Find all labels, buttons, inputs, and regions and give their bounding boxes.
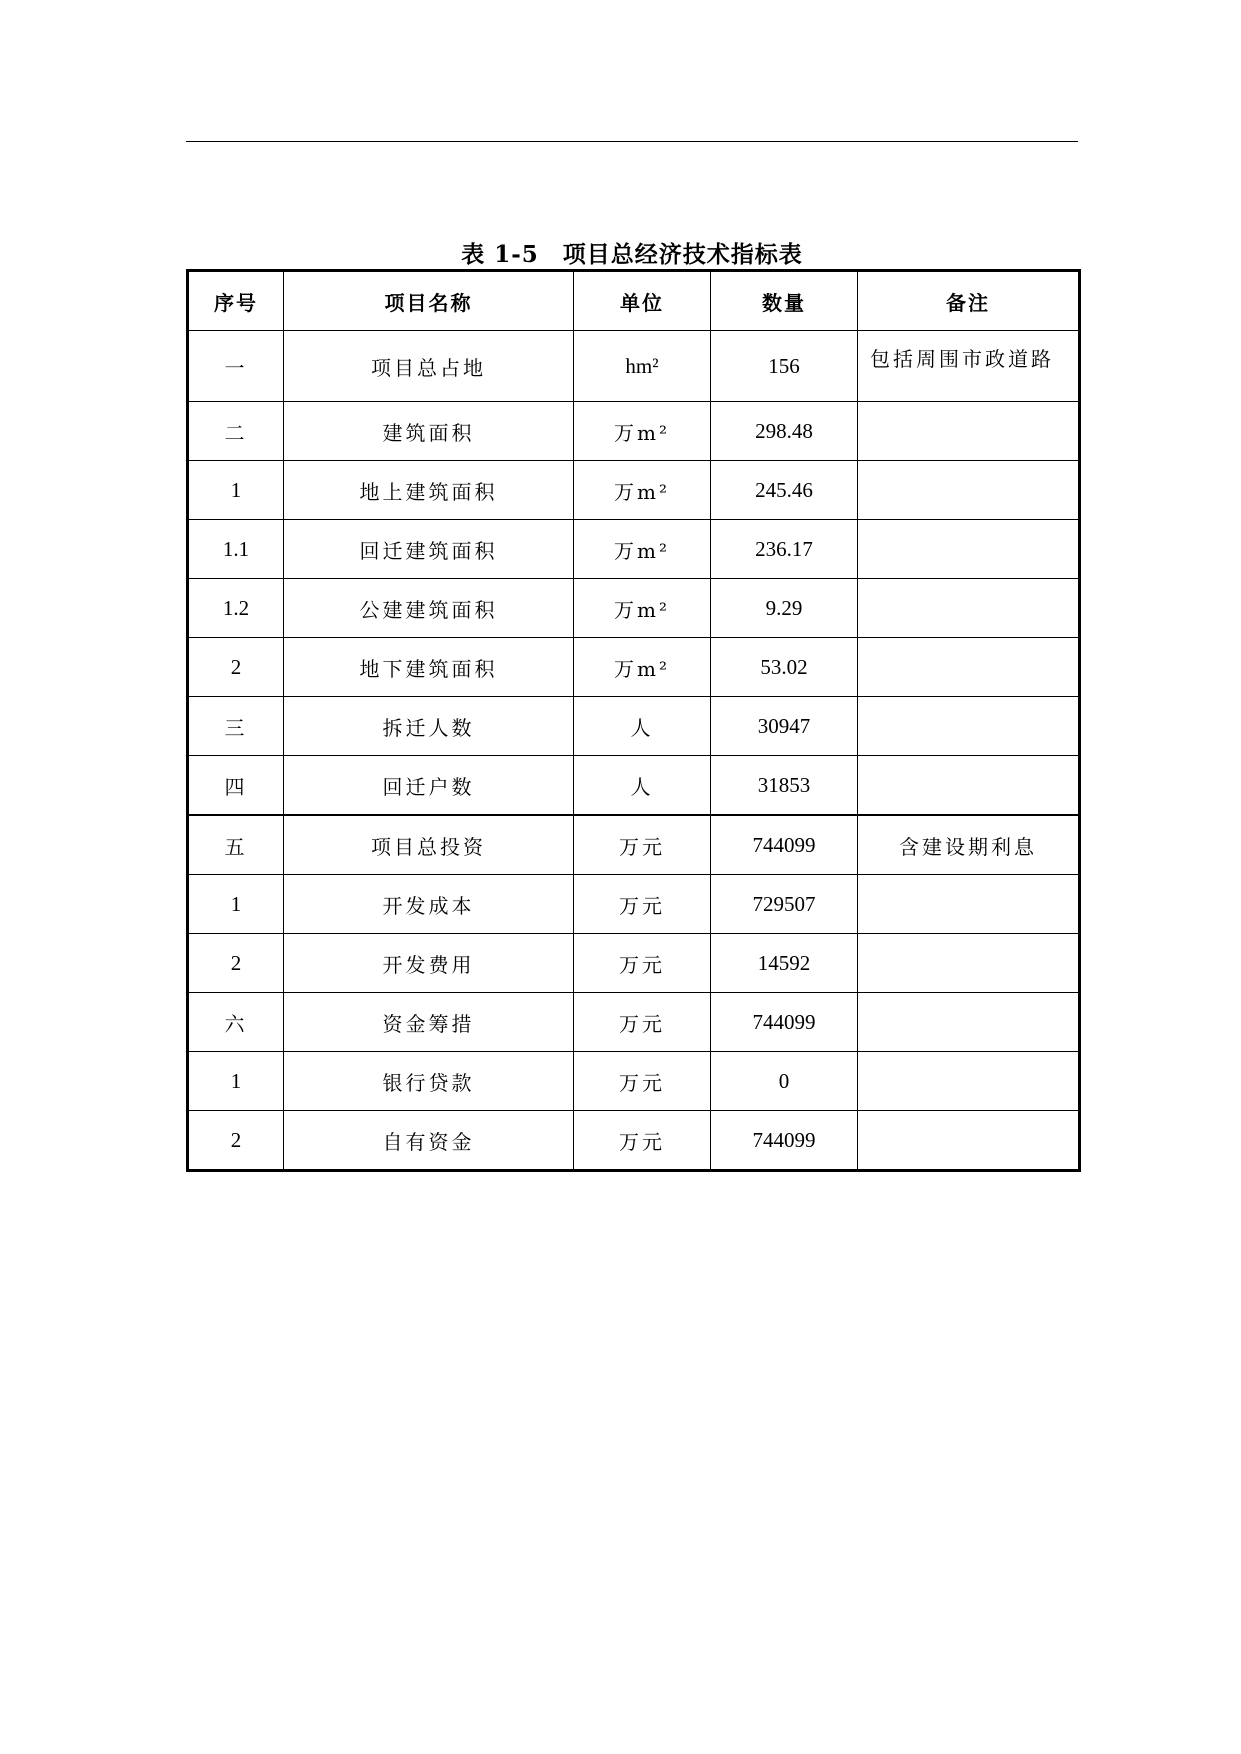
table-row — [188, 934, 1080, 993]
table-row — [188, 697, 1080, 756]
row-seq: 2 — [188, 1111, 284, 1171]
table-row — [188, 402, 1080, 461]
row-item-name: 自有资金 — [284, 1111, 574, 1171]
row-quantity: 0 — [711, 1052, 858, 1111]
row-quantity: 14592 — [711, 934, 858, 993]
row-item-name: 项目总占地 — [284, 331, 574, 402]
row-item-name: 银行贷款 — [284, 1052, 574, 1111]
table-row — [188, 815, 1080, 875]
row-quantity: 245.46 — [711, 461, 858, 520]
table-row — [188, 1052, 1080, 1111]
row-note — [858, 402, 1080, 461]
row-note — [858, 1052, 1080, 1111]
table-row — [188, 993, 1080, 1052]
row-seq: 1 — [188, 461, 284, 520]
row-note — [858, 875, 1080, 934]
row-unit: 人 — [574, 756, 711, 816]
row-item-name: 资金筹措 — [284, 993, 574, 1052]
row-item-name: 开发成本 — [284, 875, 574, 934]
row-note — [858, 756, 1080, 816]
row-seq: 二 — [188, 402, 284, 461]
row-quantity: 156 — [711, 331, 858, 402]
row-quantity: 744099 — [711, 815, 858, 875]
header-note: 备注 — [858, 271, 1080, 331]
header-item-name: 项目名称 — [284, 271, 574, 331]
table-row — [188, 1111, 1080, 1171]
row-seq: 六 — [188, 993, 284, 1052]
row-item-name: 项目总投资 — [284, 815, 574, 875]
table-title: 表 1-5 项目总经济技术指标表 — [461, 241, 803, 268]
row-unit: hm² — [574, 331, 711, 402]
row-seq: 1.2 — [188, 579, 284, 638]
row-note — [858, 461, 1080, 520]
row-note: 含建设期利息 — [858, 815, 1080, 875]
table-row — [188, 331, 1080, 402]
row-unit: 万m² — [574, 402, 711, 461]
row-item-name: 回迁建筑面积 — [284, 520, 574, 579]
table-row — [188, 579, 1080, 638]
row-quantity: 30947 — [711, 697, 858, 756]
row-item-name: 公建建筑面积 — [284, 579, 574, 638]
row-item-name: 地上建筑面积 — [284, 461, 574, 520]
economic-indicator-table — [186, 269, 1081, 1172]
row-unit: 万m² — [574, 638, 711, 697]
row-note — [858, 579, 1080, 638]
row-quantity: 744099 — [711, 993, 858, 1052]
row-seq: 1.1 — [188, 520, 284, 579]
row-unit: 万元 — [574, 1052, 711, 1111]
row-unit: 万元 — [574, 875, 711, 934]
row-seq: 2 — [188, 638, 284, 697]
row-quantity: 744099 — [711, 1111, 858, 1171]
row-note — [858, 1111, 1080, 1171]
header-unit: 单位 — [574, 271, 711, 331]
row-note: 包括周围市政道路 — [858, 331, 1080, 402]
row-note — [858, 520, 1080, 579]
row-note — [858, 934, 1080, 993]
row-seq: 五 — [188, 815, 284, 875]
page-header-rule — [186, 141, 1078, 142]
row-item-name: 拆迁人数 — [284, 697, 574, 756]
row-seq: 一 — [188, 331, 284, 402]
row-seq: 三 — [188, 697, 284, 756]
table-row — [188, 461, 1080, 520]
row-quantity: 236.17 — [711, 520, 858, 579]
row-item-name: 建筑面积 — [284, 402, 574, 461]
table-row — [188, 520, 1080, 579]
table-row — [188, 638, 1080, 697]
table-row — [188, 875, 1080, 934]
row-item-name: 地下建筑面积 — [284, 638, 574, 697]
row-unit: 万元 — [574, 815, 711, 875]
header-quantity: 数量 — [711, 271, 858, 331]
row-quantity: 31853 — [711, 756, 858, 816]
row-unit: 万m² — [574, 579, 711, 638]
row-note — [858, 993, 1080, 1052]
row-quantity: 298.48 — [711, 402, 858, 461]
row-unit: 万元 — [574, 993, 711, 1052]
row-seq: 四 — [188, 756, 284, 816]
row-item-name: 开发费用 — [284, 934, 574, 993]
table-row — [188, 756, 1080, 816]
row-unit: 万元 — [574, 934, 711, 993]
row-seq: 1 — [188, 1052, 284, 1111]
row-seq: 2 — [188, 934, 284, 993]
row-note — [858, 697, 1080, 756]
row-seq: 1 — [188, 875, 284, 934]
row-quantity: 729507 — [711, 875, 858, 934]
row-unit: 万元 — [574, 1111, 711, 1171]
row-note — [858, 638, 1080, 697]
row-unit: 人 — [574, 697, 711, 756]
row-unit: 万m² — [574, 520, 711, 579]
indicator-table-container — [186, 269, 1078, 1172]
row-quantity: 53.02 — [711, 638, 858, 697]
header-seq: 序号 — [188, 271, 284, 331]
row-quantity: 9.29 — [711, 579, 858, 638]
row-unit: 万m² — [574, 461, 711, 520]
table-header-row — [188, 271, 1080, 331]
row-item-name: 回迁户数 — [284, 756, 574, 816]
